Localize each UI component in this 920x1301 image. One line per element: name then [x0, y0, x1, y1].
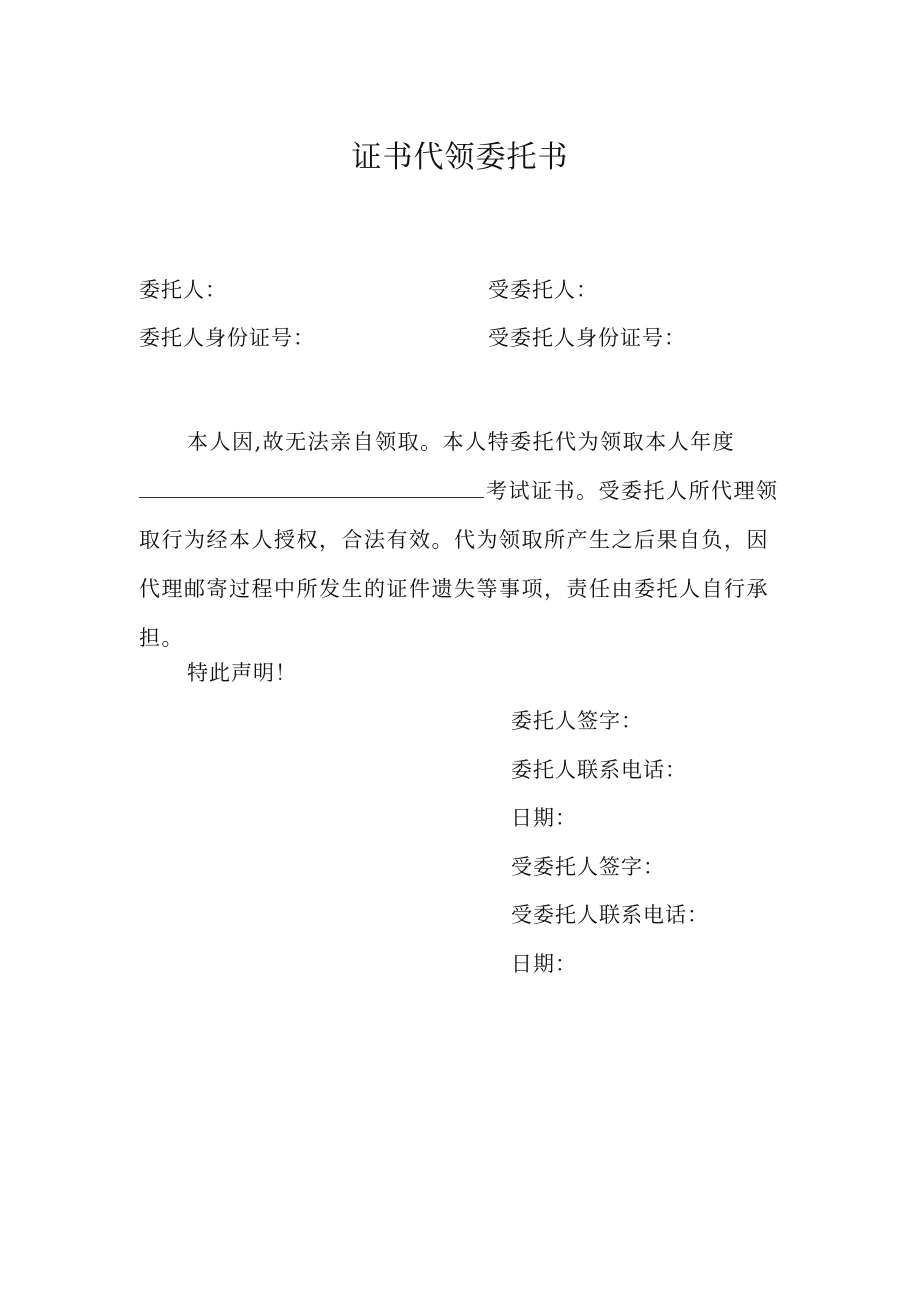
agent-date-label: 日期：: [511, 951, 577, 976]
principal-date-label: 日期：: [511, 806, 577, 830]
agent-id-label: 受委托人身份证号：: [488, 326, 686, 350]
principal-id-label: 委托人身份证号：: [139, 326, 315, 350]
signature-block: [511, 706, 709, 997]
principal-signature-label: 委托人签字：: [511, 709, 643, 733]
agent-label: 受委托人：: [488, 278, 598, 302]
agent-signature-label: 受委托人签字：: [511, 854, 665, 879]
body-line-2: 考试证书。受委托人所代理领取行为经本人授权，合法有效。代为领取所产生之后果自负，因代理邮寄过程中所发生的证件遗失等事项，责任由委托人自行承担。: [139, 479, 779, 650]
principal-phone-label: 委托人联系电话：: [511, 757, 687, 782]
body-line-1: 本人因,故无法亲自领取。本人特委托代为领取本人年度: [187, 430, 736, 454]
declaration: 特此声明！: [187, 661, 297, 685]
principal-label: 委托人：: [139, 278, 227, 302]
body-paragraph: [139, 418, 789, 663]
exam-name-blank: [139, 479, 484, 498]
agent-phone-label: 受委托人联系电话：: [511, 903, 709, 927]
document-title: 证书代领委托书: [351, 140, 569, 175]
